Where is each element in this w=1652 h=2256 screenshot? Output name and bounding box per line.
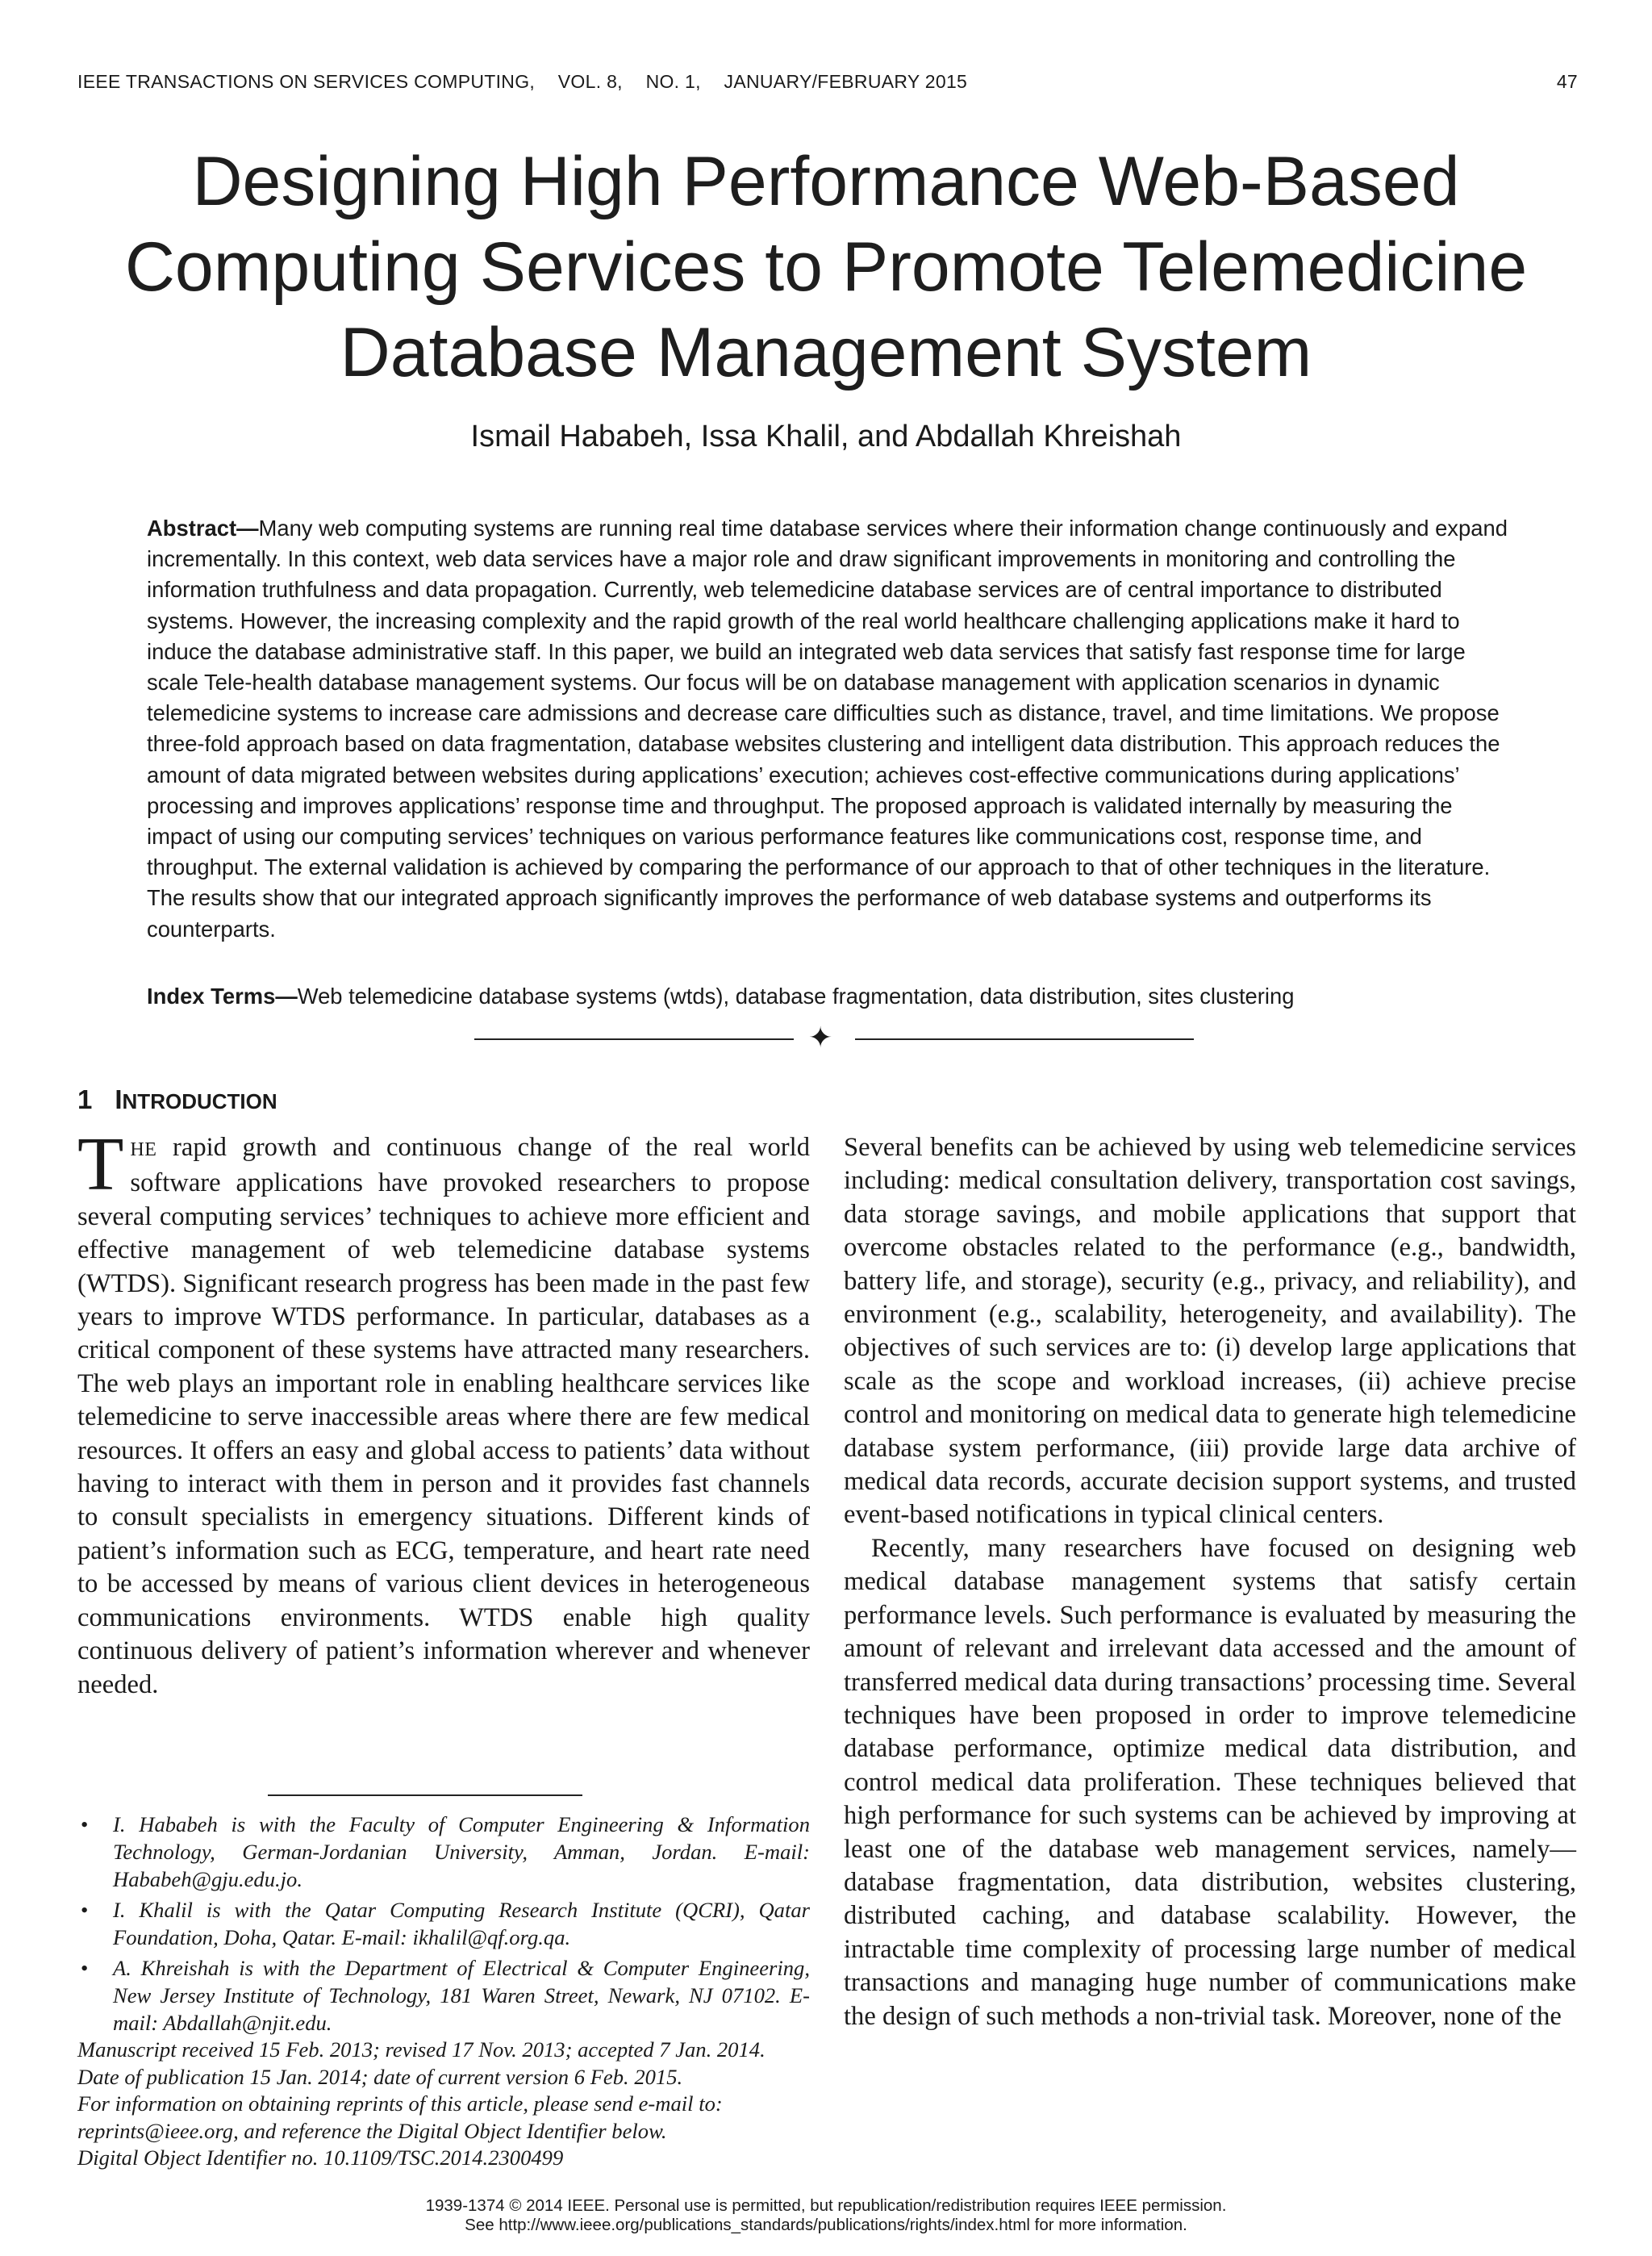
journal-date: JANUARY/FEBRUARY 2015 <box>724 71 968 92</box>
first-word-smallcaps: HE <box>130 1139 157 1160</box>
affiliation-text: I. Khalil is with the Qatar Computing Research Institute (QCRI), Qatar Foundation, Doha, Qatar. E-mail: ikhalil@qf.org.qa. <box>113 1898 810 1949</box>
affiliation-text: I. Hababeh is with the Faculty of Computer Engineering & Information Technology, German-Jordanian University, Amman, Jordan. E-mail: Hababeh@gju.edu.jo. <box>113 1812 810 1891</box>
reprint-contact: reprints@ieee.org, and reference the Digital Object Identifier below. <box>77 2118 667 2143</box>
section-title-rest: NTRODUCTION <box>122 1089 277 1113</box>
divider-star-icon: ✦ <box>808 1021 833 1055</box>
affiliation-item <box>77 1896 810 1951</box>
author-affiliations <box>77 1811 810 2040</box>
body-column-right <box>844 1131 1576 2033</box>
running-head <box>77 71 1578 93</box>
intro-paragraph-3: Recently, many researchers have focused on designing web medical database management systems that satisfy certain performance levels. Such performance is evaluated by measuring the amount of relevant and irrelevant data accessed and the amount of transferred medical data during transactions’ processing time. Several techniques have been proposed in order to improve telemedicine database performance, optimize medical data distribution, and control medical data proliferation. These techniques believed that high performance for such systems can be achieved by improving at least one of the database web management services, namely—database fragmentation, data distribution, websites clustering, distributed caching, and database scalability. However, the intractable time complexity of processing large number of medical transactions and managing huge number of communications make the design of such methods a non-trivial task. Moreover, none of the <box>844 1533 1576 2031</box>
manuscript-dates: Manuscript received 15 Feb. 2013; revised 17 Nov. 2013; accepted 7 Jan. 2014. <box>77 2037 766 2062</box>
section-number: 1 <box>77 1084 93 1114</box>
bullet-icon: • <box>81 1956 89 1980</box>
doi: Digital Object Identifier no. 10.1109/TSC.2014.2300499 <box>77 2145 564 2170</box>
journal-name: IEEE TRANSACTIONS ON SERVICES COMPUTING, <box>77 71 536 92</box>
drop-cap: T <box>77 1122 124 1206</box>
copyright-notice <box>81 2196 1571 2235</box>
affiliation-item <box>77 1811 810 1893</box>
publication-dates: Date of publication 15 Jan. 2014; date of current version 6 Feb. 2015. <box>77 2064 683 2089</box>
copyright-line-2: See http://www.ieee.org/publications_standards/publications/rights/index.html for more information. <box>465 2216 1187 2234</box>
footnote-rule <box>268 1794 582 1796</box>
bullet-icon: • <box>81 1898 89 1922</box>
divider-line-left <box>474 1038 794 1040</box>
authors: Ismail Hababeh, Issa Khalil, and Abdallah Khreishah <box>470 420 1182 453</box>
page-number: 47 <box>1556 71 1578 92</box>
body-column-left <box>77 1122 810 1702</box>
abstract-label: Abstract— <box>147 516 259 541</box>
journal-info <box>77 71 985 93</box>
intro-paragraph-1-text: rapid growth and continuous change of the real world software applications have provoked researchers to propose several computing services’ techniques to achieve more efficient and effective management of web telemedicine database systems (WTDS). Significant research progress has been made in the past few years to improve WTDS performance. In particular, databases as a critical component of these systems have attracted many researchers. The web plays an important role in enabling healthcare services like telemedicine to serve inaccessible areas where there are few medical resources. It offers an easy and global access to patients’ data without having to interact with them in person and it provides fast channels to consult specialists in emergency situations. Different kinds of patient’s information such as ECG, temperature, and heart rate need to be accessed by means of various client devices in heterogeneous communications environments. WTDS enable high quality continuous delivery of patient’s information wherever and whenever needed. <box>77 1133 810 1699</box>
paper-title <box>81 139 1571 395</box>
title-line-2: Computing Services to Promote Telemedicine <box>124 228 1528 306</box>
manuscript-info <box>77 2037 810 2172</box>
intro-paragraph-2: Several benefits can be achieved by using web telemedicine services including: medical consultation delivery, transportation cost savings, data storage savings, and mobile applications that support that overcome obstacles related to the performance (e.g., bandwidth, battery life, and storage), security (e.g., privacy, and reliability), and environment (e.g., scalability, heterogeneity, and availability). The objectives of such services are to: (i) develop large applications that scale as the scope and workload increases, (ii) achieve precise control and monitoring on medical data to generate high telemedicine database system performance, (iii) provide large data archive of medical data records, accurate decision support systems, and trusted event-based notifications in typical clinical centers. <box>844 1133 1576 1530</box>
index-terms-label: Index Terms— <box>147 984 298 1009</box>
affiliation-text: A. Khreishah is with the Department of Electrical & Computer Engineering, New Jersey Institute of Technology, 181 Waren Street, Newark, NJ 07102. E-mail: Abdallah@njit.edu. <box>113 1956 810 2035</box>
abstract-text: Many web computing systems are running real time database services where their information change continuously and expand incrementally. In this context, web data services have a major role and draw significant improvements in monitoring and controlling the information truthfulness and data propagation. Currently, web telemedicine database services are of central importance to distributed systems. However, the increasing complexity and the rapid growth of the real world healthcare challenging applications make it hard to induce the database administrative staff. In this paper, we build an integrated web data services that satisfy fast response time for large scale Tele-health database management systems. Our focus will be on database management with application scenarios in dynamic telemedicine systems to increase care admissions and decrease care difficulties such as distance, travel, and time limitations. We propose three-fold approach based on data fragmentation, database websites clustering and intelligent data distribution. This approach reduces the amount of data migrated between websites during applications’ execution; achieves cost-effective communications during applications’ processing and improves applications’ response time and throughput. The proposed approach is validated internally by measuring the impact of using our computing services’ techniques on various performance features like communications cost, response time, and throughput. The external validation is achieved by comparing the performance of our approach to that of other techniques in the literature. The results show that our integrated approach significantly improves the performance of web database systems and outperforms its counterparts. <box>147 516 1508 942</box>
abstract <box>147 513 1510 945</box>
bullet-icon: • <box>81 1812 89 1836</box>
journal-number: NO. 1, <box>645 71 701 92</box>
title-line-1: Designing High Performance Web-Based <box>192 143 1460 220</box>
section-heading <box>77 1084 277 1115</box>
section-title-initial: I <box>115 1084 123 1114</box>
divider-line-right <box>855 1038 1194 1040</box>
copyright-line-1: 1939-1374 © 2014 IEEE. Personal use is permitted, but republication/redistribution requires IEEE permission. <box>425 2196 1227 2215</box>
affiliation-item <box>77 1954 810 2037</box>
journal-volume: VOL. 8, <box>557 71 623 92</box>
section-divider <box>474 1021 1194 1055</box>
reprint-info: For information on obtaining reprints of this article, please send e-mail to: <box>77 2091 723 2116</box>
intro-paragraph-1 <box>77 1122 810 1702</box>
index-terms <box>147 981 1510 1012</box>
title-line-3: Database Management System <box>340 314 1312 391</box>
index-terms-text: Web telemedicine database systems (wtds), database fragmentation, data distribution, sites clustering <box>297 984 1295 1009</box>
